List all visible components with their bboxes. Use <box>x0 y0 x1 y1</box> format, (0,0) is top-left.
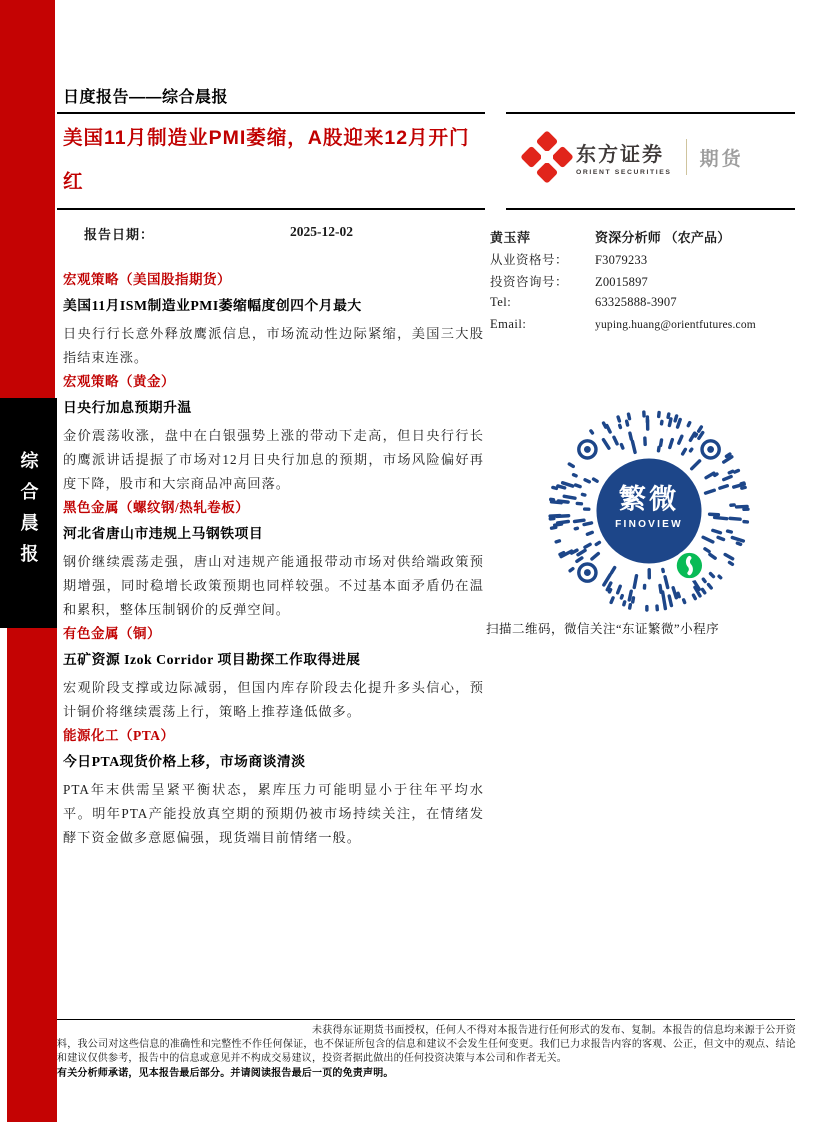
analyst-advisory-value: Z0015897 <box>595 275 648 289</box>
wechat-miniprogram-icon <box>675 551 703 579</box>
analyst-name-row <box>490 227 790 250</box>
section-headline: 日央行加息预期升温 <box>63 400 192 415</box>
section-headline: 今日PTA现货价格上移，市场商谈清淡 <box>63 754 306 769</box>
section-category: 宏观策略（黄金） <box>63 374 175 389</box>
disclaimer-text: 未获得东证期货书面授权，任何人不得对本报告进行任何形式的发布、复制。本报告的信息均来源于公开资料，我公司对这些信息的准确性和完整性不作任何保证，也不保证所包含的信息和建议不会发生任何变更。我们已力求报告内容的客观、公正，但文中的观点、结论和建议仅供参考，报告中的信息或意见并不构成交易建议，投资者据此做出的任何投资决策与本公司和作者无关。 <box>57 1025 796 1064</box>
brand-name-en: ORIENT SECURITIES <box>576 169 672 176</box>
brand-name-cn: 东方证券 <box>576 144 664 166</box>
section-macro-equity <box>63 270 484 370</box>
analyst-tel-value: 63325888-3907 <box>595 294 677 309</box>
analyst-title: 资深分析师 （农产品） <box>595 230 731 245</box>
analyst-card <box>490 227 790 340</box>
section-nonferrous-copper <box>63 624 484 724</box>
analyst-cert-label: 从业资格号： <box>490 252 569 267</box>
analyst-row <box>490 250 790 273</box>
sidebar-red-bar-top <box>0 0 55 398</box>
business-unit-label: 期货 <box>699 148 744 170</box>
analyst-name: 黄玉萍 <box>490 230 531 245</box>
section-body: PTA年末供需呈紧平衡状态，累库压力可能明显小于往年平均水平。明年PTA产能投放真空期的预期仍被市场持续关注，在情绪发酵下资金做多意愿偏强，现货端目前情绪一般。 <box>63 782 484 845</box>
section-headline: 美国11月ISM制造业PMI萎缩幅度创四个月最大 <box>63 298 362 313</box>
brand-logo <box>528 138 744 176</box>
section-headline: 河北省唐山市违规上马钢铁项目 <box>63 526 264 541</box>
diamond-cluster-icon <box>520 130 574 184</box>
section-category: 黑色金属（螺纹钢/热轧卷板） <box>63 500 250 515</box>
section-category: 能源化工（PTA） <box>63 728 175 743</box>
section-category: 有色金属（铜） <box>63 626 161 641</box>
report-type-label: 日度报告——综合晨报 <box>63 89 229 106</box>
analyst-row <box>490 272 790 295</box>
divider-footer <box>57 1019 795 1020</box>
section-category: 宏观策略（美国股指期货） <box>63 272 231 287</box>
analyst-email-label: Email: <box>490 317 527 331</box>
analyst-cert-value: F3079233 <box>595 252 648 267</box>
analyst-row <box>490 295 790 318</box>
analyst-advisory-label: 投资咨询号： <box>490 275 569 289</box>
section-body: 宏观阶段支撑或边际减弱，但国内库存阶段去化提升多头信心，预计铜价将继续震荡上行，策略上推荐逢低做多。 <box>63 680 484 719</box>
divider-title-right <box>506 208 795 210</box>
footer <box>57 1024 796 1081</box>
section-body: 日央行行长意外释放鹰派信息，市场流动性边际紧缩，美国三大股指结束连涨。 <box>63 326 484 365</box>
page-title: 美国11月制造业PMI萎缩，A股迎来12月开门红 <box>63 127 470 193</box>
sidebar-black-tab <box>0 398 57 628</box>
section-body: 钢价继续震荡走强，唐山对违规产能通报带动市场对供给端政策预期增强，同时稳增长政策预期也同样较强。不过基本面矛盾仍在温和累积，整体压制钢价的反弹空间。 <box>63 554 484 617</box>
report-sections <box>63 268 484 850</box>
divider-title-left <box>57 208 485 210</box>
qr-center-label-en: FINOVIEW <box>615 519 683 531</box>
brand-divider <box>686 139 687 175</box>
analyst-row <box>490 317 790 340</box>
sidebar-red-bar-bottom <box>7 628 57 1122</box>
divider-header-right <box>506 112 795 114</box>
section-energy-pta <box>63 726 484 850</box>
qr-caption: 扫描二维码，微信关注“东证繁微”小程序 <box>486 622 720 636</box>
sidebar-vertical-label: 综合晨报 <box>18 451 39 575</box>
section-macro-gold <box>63 372 484 496</box>
qr-center-label-cn: 繁微 <box>618 482 680 514</box>
wechat-miniprogram-qr <box>548 410 750 612</box>
analyst-tel-label: Tel: <box>490 294 512 309</box>
report-date-value: 2025-12-02 <box>290 224 353 239</box>
analyst-promise-text: 有关分析师承诺，见本报告最后部分。并请阅读报告最后一页的免责声明。 <box>57 1068 394 1079</box>
report-date-label: 报告日期： <box>84 227 155 242</box>
section-body: 金价震荡收涨，盘中在白银强势上涨的带动下走高，但日央行行长的鹰派讲话提振了市场对12月日央行加息的预期，市场风险偏好再度下降，股市和大宗商品冲高回落。 <box>63 428 484 491</box>
analyst-email-value: yuping.huang@orientfutures.com <box>595 319 756 331</box>
section-headline: 五矿资源 Izok Corridor 项目勘探工作取得进展 <box>63 652 361 667</box>
section-ferrous-metals <box>63 498 484 622</box>
divider-header-left <box>57 112 485 114</box>
